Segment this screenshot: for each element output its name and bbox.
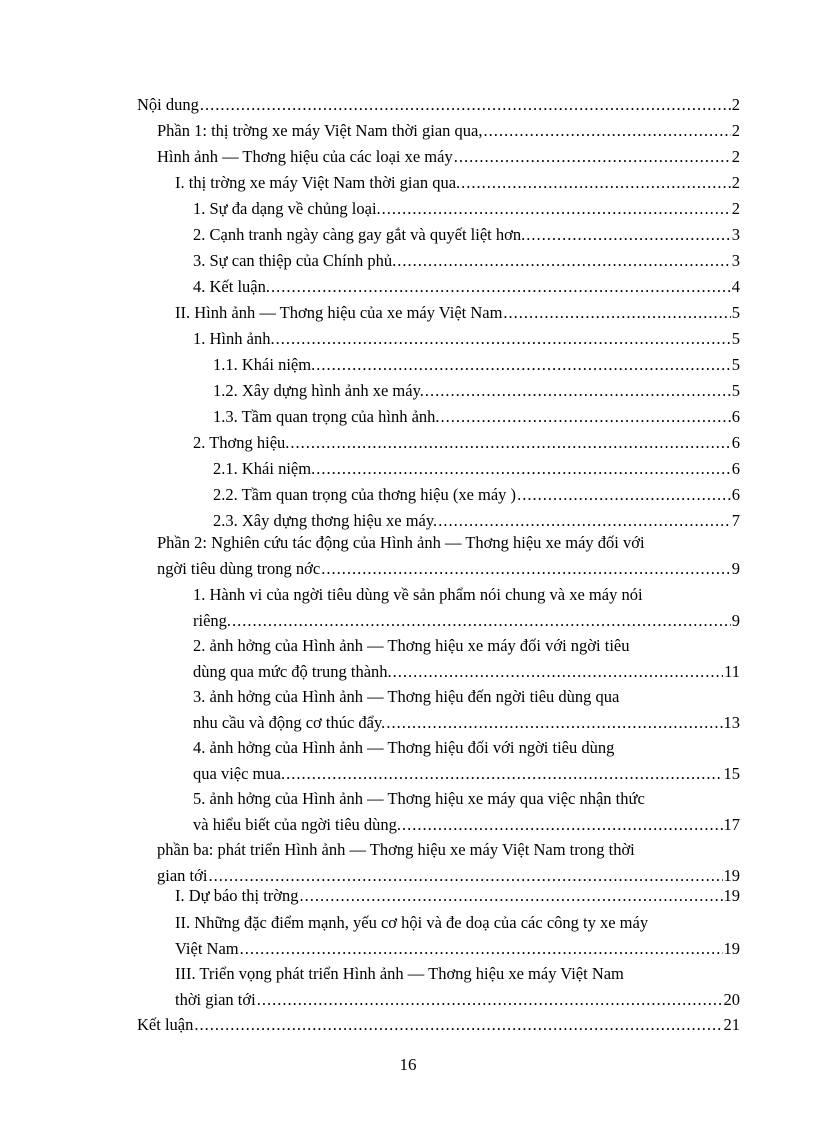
toc-entry-page: 2 [731, 173, 740, 192]
toc-entry-title: 2. Thơng hiệu. [193, 433, 290, 452]
page-number: 16 [399, 1055, 417, 1074]
toc-entry [193, 633, 740, 685]
toc-entry-title: 2.2. Tầm quan trọng của thơng hiệu (xe máy ) [213, 485, 517, 504]
toc-entry-page: 11 [724, 662, 740, 681]
dot-leader [240, 936, 723, 962]
dot-leader [503, 300, 730, 326]
toc-entry-title: 4. Kết luận. [193, 277, 270, 296]
toc-entry [175, 910, 740, 962]
dot-leader [321, 556, 731, 582]
toc-entry-first-line: Phần 2: Nghiên cứu tác động của Hình ảnh — Thơng hiệu xe máy đối với [157, 533, 645, 552]
toc-entry [213, 456, 740, 482]
dot-leader [382, 196, 731, 222]
toc-entry-first-line: 1. Hành vi của ngời tiêu dùng về sản phẩm nói chung và xe máy nói [193, 585, 643, 604]
toc-entry-title: 3. Sự can thiệp của Chính phủ. [193, 251, 397, 270]
toc-entry-title: Nội dung [137, 95, 199, 114]
toc-entry [193, 735, 740, 787]
toc-entry-page: 5 [731, 355, 740, 374]
dot-leader [286, 761, 722, 787]
toc-entry-page: 6 [731, 407, 740, 426]
toc-entry-page: 6 [731, 459, 740, 478]
dot-leader [517, 482, 731, 508]
toc-entry-title: ngời tiêu dùng trong nớc [157, 559, 321, 578]
dot-leader [316, 456, 731, 482]
toc-entry-first-line: III. Triển vọng phát triển Hình ảnh — Thơng hiệu xe máy Việt Nam [175, 964, 624, 983]
toc-entry-first-line: 2. ảnh hởng của Hình ảnh — Thơng hiệu xe máy đối với ngời tiêu [193, 636, 630, 655]
dot-leader [397, 248, 731, 274]
toc-entry-title: I. Dự báo thị trờng [175, 886, 299, 905]
toc-entry [157, 118, 740, 144]
dot-leader [257, 987, 723, 1013]
toc-entry [157, 837, 740, 889]
toc-entry [193, 274, 740, 300]
toc-entry-page: 2 [731, 199, 740, 218]
toc-entry-first-line: 4. ảnh hởng của Hình ảnh — Thơng hiệu đối với ngời tiêu dùng [193, 738, 615, 757]
toc-entry-page: 5 [731, 381, 740, 400]
toc-entry-title: II. Hình ảnh — Thơng hiệu của xe máy Việt Nam [175, 303, 503, 322]
toc-entry-page: 5 [731, 303, 740, 322]
toc-entry-title: và hiểu biết của ngời tiêu dùng. [193, 815, 402, 834]
toc-entry [193, 786, 740, 838]
toc-entry-title: gian tới [157, 866, 208, 885]
toc-entry-page: 9 [731, 611, 740, 630]
toc-entry [175, 170, 740, 196]
toc-entry-page: 20 [723, 990, 740, 1009]
toc-entry-page: 2 [731, 121, 740, 140]
toc-entry-title: 1.3. Tầm quan trọng của hình ảnh. [213, 407, 440, 426]
dot-leader [194, 1012, 722, 1038]
toc-entry-page: 9 [731, 559, 740, 578]
toc-entry [137, 92, 740, 118]
toc-entry [157, 144, 740, 170]
toc-entry [193, 582, 740, 634]
toc-entry-title: Việt Nam [175, 939, 239, 958]
toc-entry [193, 430, 740, 456]
toc-entry-page: 17 [723, 815, 740, 834]
toc-entry-title: qua việc mua. [193, 764, 286, 783]
toc-entry [213, 378, 740, 404]
dot-leader [402, 812, 722, 838]
dot-leader [290, 430, 730, 456]
dot-leader [276, 326, 731, 352]
toc-entry [193, 684, 740, 736]
toc-entry-title: 1. Sự đa dạng về chủng loại. [193, 199, 381, 218]
toc-entry-page: 3 [731, 225, 740, 244]
toc-entry [157, 530, 740, 582]
toc-entry-page: 2 [731, 95, 740, 114]
toc-entry-page: 19 [723, 866, 740, 885]
toc-entry-page: 6 [731, 485, 740, 504]
toc-entry-page: 19 [723, 939, 740, 958]
toc-entry-page: 6 [731, 433, 740, 452]
toc-entry-first-line: phần ba: phát triển Hình ảnh — Thơng hiệu xe máy Việt Nam trong thời [157, 840, 635, 859]
dot-leader [461, 170, 731, 196]
dot-leader [386, 710, 722, 736]
toc-entry-title: Phần 1: thị trờng xe máy Việt Nam thời gian qua, [157, 121, 483, 140]
toc-entry [213, 404, 740, 430]
toc-entry [137, 1012, 740, 1038]
toc-entry-page: 13 [723, 713, 740, 732]
dot-leader [393, 659, 723, 685]
toc-entry-title: 1. Hình ảnh. [193, 329, 275, 348]
toc-entry-page: 7 [731, 511, 740, 530]
dot-leader [232, 608, 731, 634]
dot-leader [454, 144, 731, 170]
toc-entry-title: Hình ảnh — Thơng hiệu của các loại xe máy [157, 147, 453, 166]
toc-entry-title: I. thị trờng xe máy Việt Nam thời gian qua. [175, 173, 461, 192]
toc-entry [175, 961, 740, 1013]
toc-entry [175, 883, 740, 909]
toc-entry-title: nhu cầu và động cơ thúc đẩy. [193, 713, 386, 732]
toc-entry [193, 222, 740, 248]
toc-entry-page: 2 [731, 147, 740, 166]
toc-entry [193, 196, 740, 222]
dot-leader [425, 378, 731, 404]
toc-entry-title: 2.3. Xây dựng thơng hiệu xe máy. [213, 511, 438, 530]
toc-entry-title: 2. Cạnh tranh ngày càng gay gắt và quyết liệt hơn. [193, 225, 526, 244]
toc-entry-page: 5 [731, 329, 740, 348]
toc-entry-page: 15 [723, 764, 740, 783]
toc-entry-page: 3 [731, 251, 740, 270]
toc-entry-title: 1.1. Khái niệm. [213, 355, 316, 374]
toc-entry-first-line: II. Những đặc điểm mạnh, yếu cơ hội và đe doạ của các công ty xe máy [175, 913, 649, 932]
toc-entry-page: 21 [723, 1015, 740, 1034]
toc-entry-first-line: 3. ảnh hởng của Hình ảnh — Thơng hiệu đến ngời tiêu dùng qua [193, 687, 620, 706]
toc-entry-page: 19 [723, 886, 740, 905]
dot-leader [316, 352, 731, 378]
toc-entry-title: thời gian tới [175, 990, 256, 1009]
dot-leader [483, 118, 730, 144]
toc-entry-title: 1.2. Xây dựng hình ảnh xe máy. [213, 381, 424, 400]
toc-entry [193, 248, 740, 274]
toc-entry-title: dùng qua mức độ trung thành. [193, 662, 392, 681]
dot-leader [271, 274, 731, 300]
toc-entry-title: riêng. [193, 611, 232, 630]
dot-leader [526, 222, 731, 248]
toc-entry [213, 352, 740, 378]
toc-entry-title: 2.1. Khái niệm. [213, 459, 316, 478]
dot-leader [441, 404, 731, 430]
toc-entry-page: 4 [731, 277, 740, 296]
dot-leader [200, 92, 731, 118]
dot-leader [300, 883, 723, 909]
toc-entry [193, 326, 740, 352]
toc-entry [213, 482, 740, 508]
toc-entry [175, 300, 740, 326]
toc-entry-first-line: 5. ảnh hởng của Hình ảnh — Thơng hiệu xe máy qua việc nhận thức [193, 789, 645, 808]
toc-entry-title: Kết luận [137, 1015, 194, 1034]
